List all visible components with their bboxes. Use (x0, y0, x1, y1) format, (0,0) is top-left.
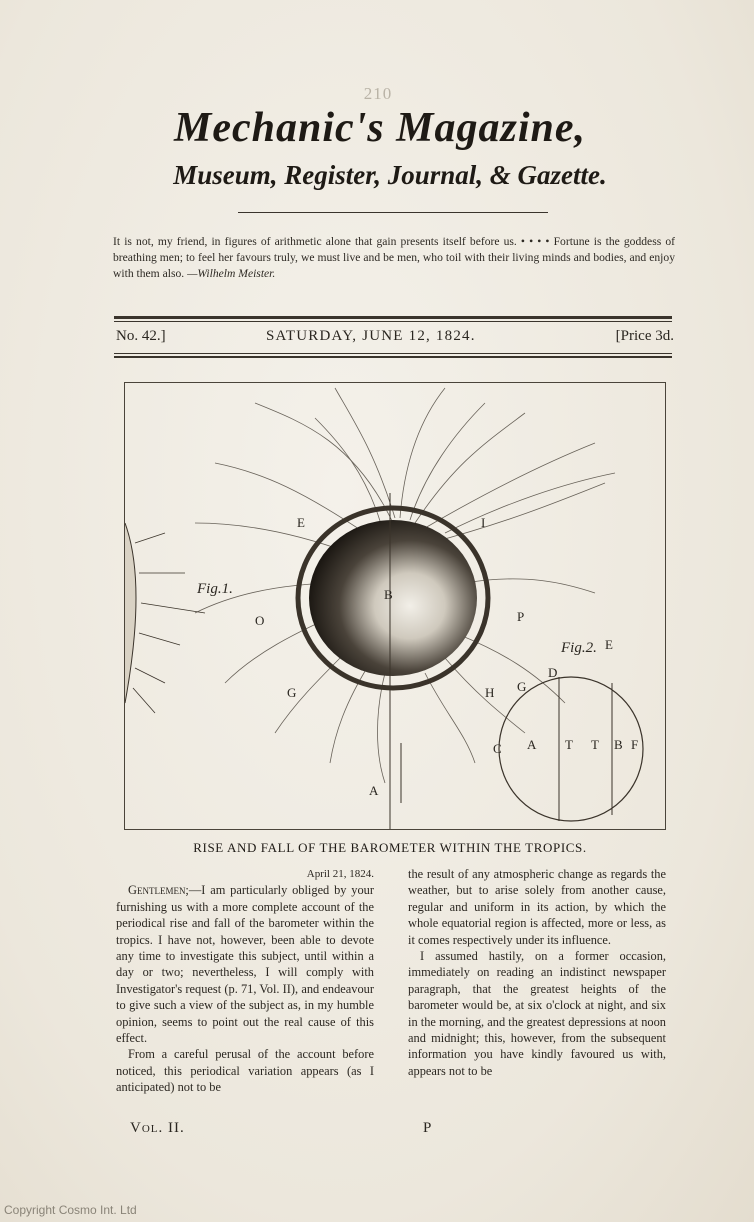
paragraph-2: From a careful perusal of the account before noticed, this periodical variation appears (as I anticipated) not to be (116, 1047, 374, 1095)
letter-T1: T (565, 737, 573, 752)
issue-price: [Price 3d. (615, 328, 674, 344)
motto-text: It is not, my friend, in figures of arithmetic alone that gain presents itself before us. • • • • Fortune is the goddess of breathing men; to feel her favours truly, we must live and be men, who toil with their living minds and bodies, and enjoy with them also. (113, 235, 675, 280)
issue-date: SATURDAY, JUNE 12, 1824. (266, 328, 476, 344)
article-headline: RISE AND FALL OF THE BAROMETER WITHIN THE TROPICS. (193, 840, 587, 855)
letter-B: B (384, 587, 393, 602)
masthead-subtitle: Museum, Register, Journal, & Gazette. (173, 160, 607, 190)
letter-F: F (631, 737, 639, 752)
letter-P: P (517, 609, 525, 624)
motto (113, 234, 675, 282)
paragraph-1-text: —I am particularly obliged by your furnishing us with a more complete account of the periodical rise and fall of the barometer within the tropics. I have not, however, been able to devote any time to investigate this subject, until within a day or two; nevertheless, I will comply with Investigator's request (p. 71, Vol. II), and endeavour to give such a view of the subject as, in my humble opinion, seems to point out the real cause of this effect. (116, 883, 374, 1046)
fig2-label: Fig.2. (561, 640, 597, 656)
letter-O: O (255, 613, 265, 628)
dateline-rule-bottom-thick (114, 356, 672, 358)
letter-B2: B (614, 737, 623, 752)
paragraph-4: I assumed hastily, on a former occasion, immediately on reading an indistinct newspaper paragraph, that the greatest heights of the barometer would be, at six o'clock at night, and six in the morning, and the greatest depressions at noon and midnight; this, however, from the subsequent information you have kindly favoured us with, appears not to be (408, 949, 666, 1078)
masthead-rule (238, 212, 548, 213)
letter-H: H (485, 685, 495, 700)
dateline-rule-top (114, 316, 672, 319)
dateline-rule-bottom (114, 353, 672, 354)
article-date: April 21, 1824. (306, 868, 374, 880)
issue-number: No. 42.] (116, 328, 166, 344)
left-sun (125, 523, 205, 713)
letter-I: I (481, 515, 486, 530)
paragraph-3: the result of any atmospheric change as regards the weather, but to arise solely from another cause, regular and uniform in its action, by which the whole equatorial region is affected, more or less, as it comes respectively under its influence. (408, 867, 666, 947)
letter-G-left: G (287, 685, 297, 700)
column-right (408, 866, 666, 1079)
dateline-rule-top-thin (114, 321, 672, 322)
letter-E: E (297, 515, 305, 530)
motto-attribution: —Wilhelm Meister. (187, 267, 276, 280)
letter-C: C (493, 741, 502, 756)
letter-E2: E (605, 637, 613, 652)
page-number: 210 (363, 84, 393, 103)
engraving-figure (124, 382, 666, 830)
engraving-illustration (125, 383, 665, 829)
masthead-title: Mechanic's Magazine, (173, 105, 587, 151)
dateline (116, 328, 674, 350)
letter-D: D (548, 665, 558, 680)
letter-A2: A (527, 737, 537, 752)
letter-A: A (369, 783, 379, 798)
volume-mark: Vol. II. (130, 1120, 185, 1136)
letter-G-right: G (517, 679, 527, 694)
fig1-label: Fig.1. (197, 581, 233, 597)
column-left (116, 866, 374, 1096)
paragraph-1 (116, 882, 374, 1046)
salutation: Gentlemen; (128, 883, 189, 898)
orb (309, 520, 477, 676)
signature-mark: P (423, 1120, 432, 1136)
copyright-watermark: Copyright Cosmo Int. Ltd (4, 1203, 137, 1217)
letter-T2: T (591, 737, 599, 752)
